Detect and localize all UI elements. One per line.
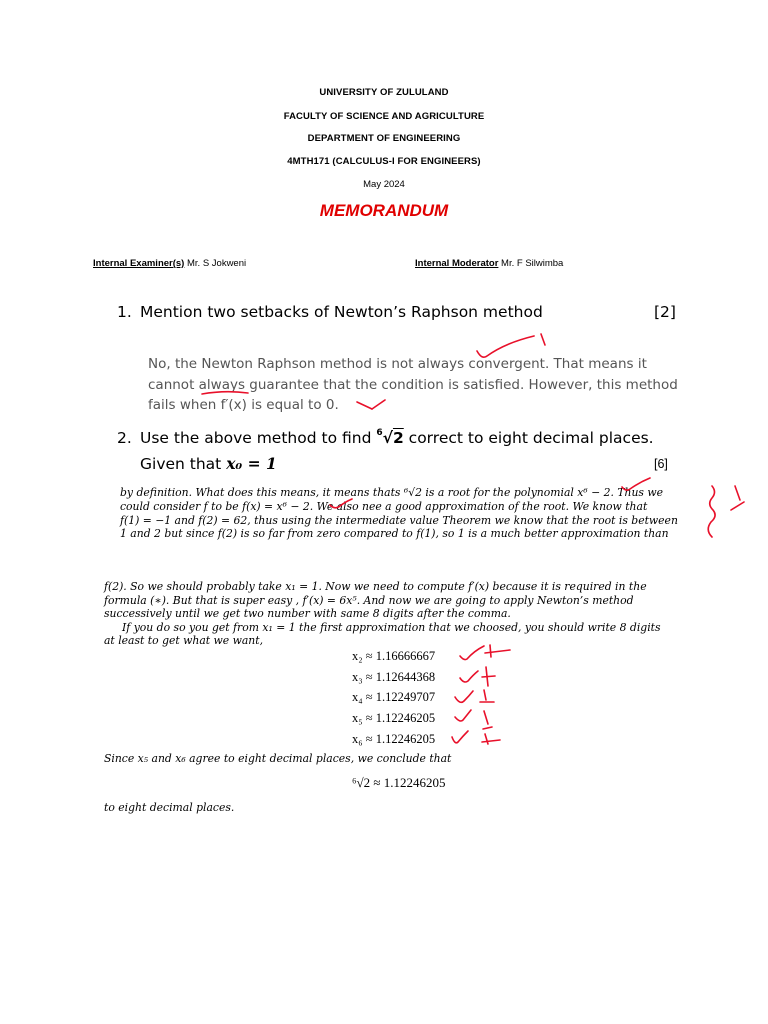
root-radicand: 2 — [392, 429, 404, 447]
iteration-x5: x₅ ≈ 1.12246205 — [352, 711, 436, 725]
faculty-name: FACULTY OF SCIENCE AND AGRICULTURE — [283, 111, 485, 122]
question-2-text-after: correct to eight decimal places. — [403, 429, 654, 447]
para-2-line-4: If you do so you get from x₁ = 1 the first approximation that we choosed, you should write 8 digits — [122, 620, 661, 634]
moderator-line — [415, 258, 563, 269]
iteration-x6: x₆ ≈ 1.12246205 — [352, 732, 436, 746]
tick-icon — [455, 691, 473, 702]
mark-one-icon — [485, 650, 510, 653]
moderator-name: Mr. F Silwimba — [498, 258, 564, 269]
tick-icon — [460, 646, 484, 660]
question-2-text-before: Use the above method to find — [140, 429, 377, 447]
iteration-x2: x₂ ≈ 1.16666667 — [352, 649, 436, 663]
examiner-line — [93, 258, 246, 269]
sixth-root-expression — [376, 429, 403, 447]
para-2-line-1: f(2). So we should probably take x₁ = 1. Now we need to compute f′(x) because it is required in the — [104, 580, 647, 593]
question-2-text — [140, 429, 654, 447]
question-2-marks: [6] — [654, 457, 668, 471]
conclusion-text: Since x₅ and x₆ agree to eight decimal places, we conclude that — [104, 752, 452, 765]
question-2-given — [140, 454, 277, 473]
question-1-text: Mention two setbacks of Newton’s Raphson method — [140, 303, 543, 321]
para-1-line-4: 1 and 2 but since f(2) is so far from zero compared to f(1), so 1 is a much better approximation than — [120, 527, 669, 541]
memorandum-title: MEMORANDUM — [319, 201, 449, 220]
iteration-x3: x₃ ≈ 1.12644368 — [352, 670, 436, 684]
closing-text: to eight decimal places. — [104, 801, 235, 814]
mark-one-icon — [541, 334, 545, 345]
final-result: ⁶√2 ≈ 1.12246205 — [352, 775, 446, 790]
given-prefix: Given that — [140, 455, 227, 473]
tick-icon — [452, 731, 468, 743]
root-index: 6 — [376, 427, 383, 438]
para-1-line-2: could consider f to be f(x) = x⁶ − 2. We also nee a good approximation of the root. We know that — [120, 499, 648, 513]
question-1-marks: [2] — [654, 303, 676, 321]
department-name: DEPARTMENT OF ENGINEERING — [307, 133, 461, 144]
mark-one-icon — [484, 690, 486, 700]
tick-icon — [460, 671, 478, 682]
para-1-line-3: f(1) = −1 and f(2) = 62, thus using the intermediate value Theorem we know that the root is between — [120, 513, 678, 527]
mark-one-icon — [484, 711, 488, 724]
para-2-line-5: at least to get what we want, — [104, 634, 264, 648]
tick-icon — [455, 710, 471, 721]
mark-one-icon — [486, 667, 488, 686]
answer-2-paragraph-1 — [120, 486, 720, 541]
mark-one-icon — [731, 502, 744, 510]
examiner-name: Mr. S Jokweni — [184, 258, 247, 269]
module-code: 4MTH171 (CALCULUS-I FOR ENGINEERS) — [287, 156, 481, 167]
examiner-label: Internal Examiner(s) — [93, 258, 185, 269]
question-2-number: 2. — [117, 429, 132, 447]
iteration-x4: x₄ ≈ 1.12249707 — [352, 690, 436, 704]
exam-date: May 2024 — [363, 179, 405, 190]
mark-one-icon — [485, 734, 488, 744]
given-expression: x₀ = 1 — [226, 454, 277, 473]
answer-1-line-3: fails when f′(x) is equal to 0. — [148, 397, 339, 413]
question-1-answer — [148, 354, 748, 416]
university-name: UNIVERSITY OF ZULULAND — [319, 87, 449, 98]
para-1-line-1: by definition. What does this means, it means thats ⁶√2 is a root for the polynomial x⁶ − 2. Thus we — [120, 486, 664, 499]
answer-2-paragraph-2 — [104, 580, 714, 648]
answer-1-line-1: No, the Newton Raphson method is not always convergent. That means it — [148, 356, 647, 372]
moderator-label: Internal Moderator — [415, 258, 499, 269]
para-2-line-3: successively until we get two number with same 8 digits after the comma. — [104, 607, 511, 621]
mark-one-icon — [483, 727, 492, 729]
answer-1-line-2: cannot always guarantee that the condition is satisfied. However, this method — [148, 376, 678, 393]
para-2-line-2: formula (∗). But that is super easy , f′(x) = 6x⁵. And now we are going to apply Newton’s method — [104, 593, 634, 607]
mark-one-icon — [482, 676, 495, 677]
radical-sign-icon: √ — [382, 429, 393, 447]
mark-one-icon — [482, 740, 500, 742]
mark-one-icon — [735, 486, 740, 500]
question-1-number: 1. — [117, 303, 132, 321]
